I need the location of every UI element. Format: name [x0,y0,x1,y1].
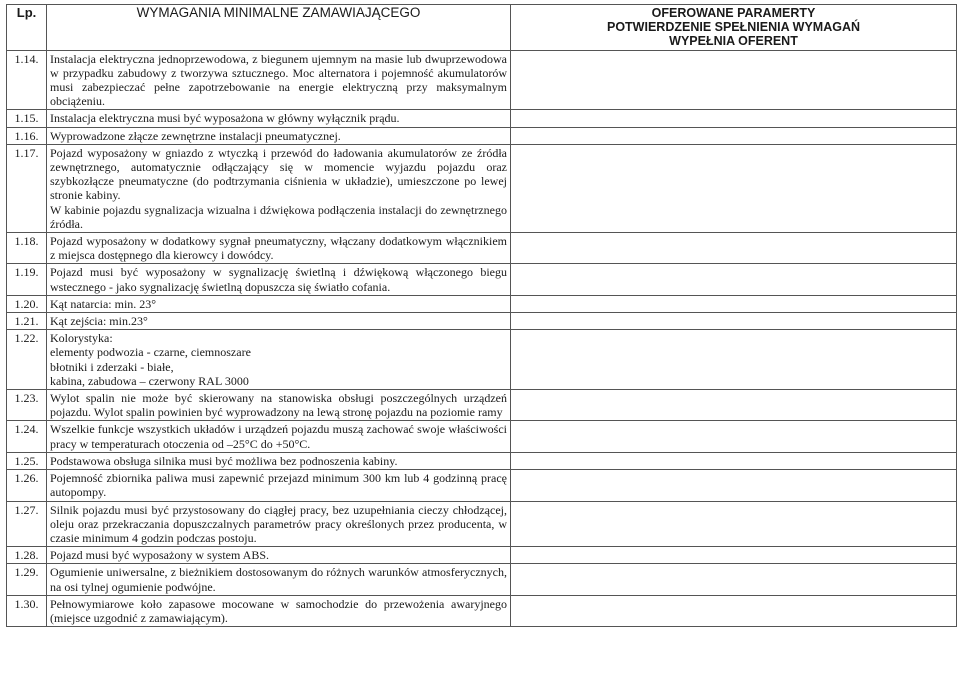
row-number: 1.27. [7,501,47,547]
table-row [7,50,957,110]
table-row [7,295,957,312]
offered-header-line-2: POTWIERDZENIE SPEŁNIENIA WYMAGAŃ [606,20,860,35]
offered-header-line-1: OFEROWANE PARAMERTY [651,6,816,20]
offered-parameters-cell[interactable] [511,295,957,312]
requirement-text [47,452,511,469]
requirement-line: Instalacja elektryczna jednoprzewodowa, z biegunem ujemnym na masie lub dwuprzewodowa w przypadku zabudowy z tworzywa sztucznego. Moc alternatora i pojemność akumulatorów musi zabezpieczać pełne zapotrzebowanie na energie elektryczną przy maksymalnym obciążeniu. [50,51,507,109]
requirements-column-header: WYMAGANIA MINIMALNE ZAMAWIAJĄCEGO [47,5,511,51]
offered-parameters-cell[interactable] [511,595,957,626]
requirement-text [47,264,511,295]
offered-parameters-cell[interactable] [511,547,957,564]
requirement-text [47,501,511,547]
row-number: 1.29. [7,564,47,595]
requirement-line: Pojemność zbiornika paliwa musi zapewnić przejazd minimum 300 km lub 4 godzinną pracę autopompy. [50,471,507,500]
offered-parameters-cell[interactable] [511,110,957,127]
requirement-text [47,470,511,501]
requirement-line: Instalacja elektryczna musi być wyposażona w główny wyłącznik prądu. [50,111,400,126]
row-number: 1.17. [7,144,47,232]
table-header-row [7,5,957,51]
requirement-text [47,595,511,626]
table-row [7,501,957,547]
requirement-line: Podstawowa obsługa silnika musi być możliwa bez podnoszenia kabiny. [50,453,398,468]
requirement-text [47,313,511,330]
offered-parameters-cell[interactable] [511,421,957,452]
table-row [7,564,957,595]
row-number: 1.22. [7,330,47,390]
table-row [7,390,957,421]
table-row [7,452,957,469]
offered-parameters-cell[interactable] [511,564,957,595]
row-number: 1.26. [7,470,47,501]
row-number: 1.23. [7,390,47,421]
row-number: 1.21. [7,313,47,330]
row-number: 1.20. [7,295,47,312]
offered-parameters-cell[interactable] [511,233,957,264]
table-body [7,50,957,627]
requirement-text [47,330,511,390]
requirement-line: Wylot spalin nie może być skierowany na stanowiska obsługi poszczególnych urządzeń pojazdu. Wylot spalin powinien być wyprowadzony na lewą stronę pojazdu na poziomie ramy [50,391,507,420]
requirement-line: Pełnowymiarowe koło zapasowe mocowane w samochodzie do przewożenia awaryjnego (miejsce uzgodnić z zamawiającym). [50,596,507,625]
table-row [7,110,957,127]
requirement-text [47,421,511,452]
offered-parameters-cell[interactable] [511,452,957,469]
requirement-line: Ogumienie uniwersalne, z bieżnikiem dostosowanym do różnych warunków atmosferycznych, na osi tylnej ogumienie podwójne. [50,565,507,594]
offered-parameters-cell[interactable] [511,390,957,421]
table-row [7,127,957,144]
requirement-line: Pojazd musi być wyposażony w system ABS. [50,548,269,563]
row-number: 1.24. [7,421,47,452]
row-number: 1.19. [7,264,47,295]
offered-parameters-cell[interactable] [511,470,957,501]
offered-parameters-cell[interactable] [511,313,957,330]
table-row [7,547,957,564]
requirement-line: kabina, zabudowa – czerwony RAL 3000 [50,373,249,388]
row-number: 1.15. [7,110,47,127]
requirement-text [47,564,511,595]
row-number: 1.14. [7,50,47,110]
requirement-line: błotniki i zderzaki - białe, [50,359,174,374]
requirement-line: Kąt zejścia: min.23° [50,314,148,329]
row-number: 1.18. [7,233,47,264]
row-number: 1.16. [7,127,47,144]
requirement-text [47,295,511,312]
requirement-line: Wszelkie funkcje wszystkich układów i urządzeń pojazdu muszą zachować swoje właściwości pracy w temperaturach otoczenia od –25°C do +50°C. [50,422,507,451]
requirement-line: Silnik pojazdu musi być przystosowany do ciągłej pracy, bez uzupełniania cieczy chłodzącej, oleju oraz przekraczania dopuszczalnych parametrów pracy określonych przez producenta, w czasie minimum 4 godzin podczas postoju. [50,502,507,545]
requirement-line: Kąt natarcia: min. 23° [50,296,157,311]
table-row [7,595,957,626]
requirement-text [47,547,511,564]
offered-parameters-cell[interactable] [511,144,957,232]
table-row [7,330,957,390]
table-row [7,421,957,452]
lp-column-header: Lp. [7,5,47,51]
table-row [7,144,957,232]
offered-parameters-cell[interactable] [511,127,957,144]
row-number: 1.25. [7,452,47,469]
requirements-table [6,4,957,627]
offered-parameters-cell[interactable] [511,501,957,547]
requirement-line: Pojazd wyposażony w dodatkowy sygnał pneumatyczny, włączany dodatkowym włącznikiem z miejsca dostępnego dla kierowcy i dowódcy. [50,234,507,263]
offered-parameters-cell[interactable] [511,264,957,295]
requirement-text [47,127,511,144]
requirement-text [47,110,511,127]
table-row [7,233,957,264]
table-row [7,313,957,330]
offered-parameters-cell[interactable] [511,50,957,110]
requirement-text [47,50,511,110]
requirement-text [47,233,511,264]
offered-header-line-3: WYPEŁNIA OFERENT [669,34,798,49]
requirement-text [47,390,511,421]
offered-parameters-cell[interactable] [511,330,957,390]
requirement-line: Kolorystyka: [50,331,113,346]
table-row [7,264,957,295]
row-number: 1.28. [7,547,47,564]
requirement-line: Pojazd wyposażony w gniazdo z wtyczką i przewód do ładowania akumulatorów ze źródła zewnętrznego, automatycznie odłączający się w momencie wyjazdu pojazdu oraz szybkozłącze pneumatyczne (do podtrzymania ciśnienia w układzie), umieszczone po lewej stronie kabiny. [50,145,507,203]
table-row [7,470,957,501]
requirement-line: Pojazd musi być wyposażony w sygnalizację świetlną i dźwiękową włączonego biegu wstecznego - jako sygnalizację świetlną dopuszcza się światło cofania. [50,265,507,294]
requirement-line: elementy podwozia - czarne, ciemnoszare [50,345,251,360]
offered-column-header [511,5,957,51]
row-number: 1.30. [7,595,47,626]
requirement-line: Wyprowadzone złącze zewnętrzne instalacji pneumatycznej. [50,128,341,143]
requirement-line: W kabinie pojazdu sygnalizacja wizualna i dźwiękowa podłączenia instalacji do zewnętrznego źródła. [50,202,507,231]
requirement-text [47,144,511,232]
